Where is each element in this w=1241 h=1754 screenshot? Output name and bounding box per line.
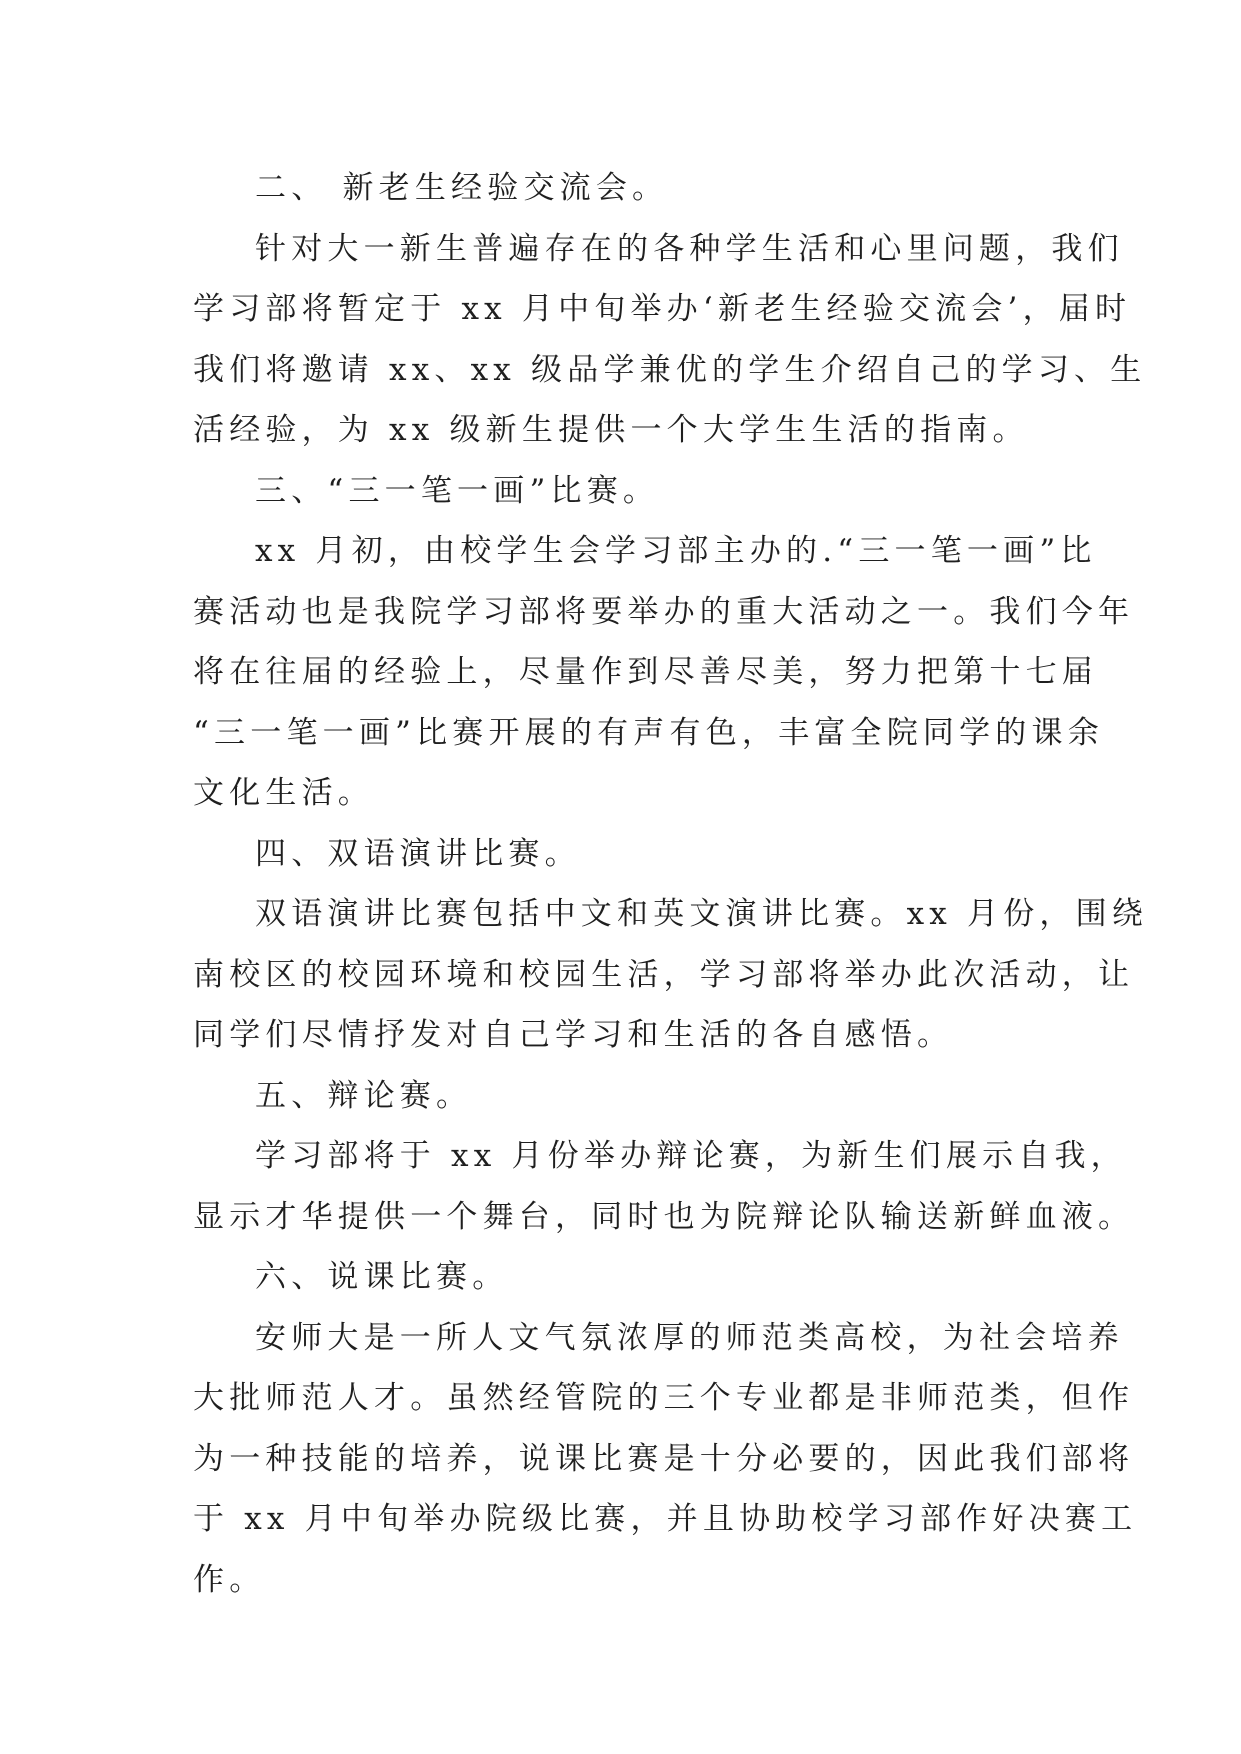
paragraph-line: 安师大是一所人文气氛浓厚的师范类高校，为社会培养 xyxy=(255,1319,1124,1356)
heading-section-5: 五、辩论赛。 xyxy=(255,1077,473,1114)
paragraph-line: 文化生活。 xyxy=(193,775,374,811)
paragraph-line: 赛活动也是我院学习部将要举办的重大活动之一。我们今年 xyxy=(193,593,1135,630)
paragraph-line: 显示才华提供一个舞台，同时也为院辩论队输送新鲜血液。 xyxy=(193,1198,1135,1235)
paragraph-line: 为一种技能的培养，说课比赛是十分必要的，因此我们部将 xyxy=(193,1440,1135,1477)
heading-section-2: 二、 新老生经验交流会。 xyxy=(255,170,669,206)
paragraph-line: 南校区的校园环境和校园生活，学习部将举办此次活动，让 xyxy=(193,956,1135,993)
paragraph-line: 同学们尽情抒发对自己学习和生活的各自感悟。 xyxy=(193,1017,954,1053)
heading-section-3: 三、“三一笔一画”比赛。 xyxy=(255,472,660,509)
paragraph-line: 针对大一新生普遍存在的各种学生活和心里问题，我们 xyxy=(255,230,1124,267)
paragraph-line: 双语演讲比赛包括中文和英文演讲比赛。xx 月份，围绕 xyxy=(255,896,1149,932)
document-body xyxy=(193,158,1149,1610)
paragraph-line: 大批师范人才。虽然经管院的三个专业都是非师范类，但作 xyxy=(193,1380,1135,1416)
paragraph-line: 于 xx 月中旬举办院级比赛，并且协助校学习部作好决赛工 xyxy=(193,1501,1138,1537)
paragraph-line: xx 月初，由校学生会学习部主办的.“三一笔一画”比 xyxy=(255,533,1097,569)
paragraph-line: 活经验，为 xx 级新生提供一个大学生生活的指南。 xyxy=(193,412,1029,448)
paragraph-line: 学习部将暂定于 xx 月中旬举办‘新老生经验交流会’，届时 xyxy=(193,291,1132,327)
paragraph-line: 我们将邀请 xx、xx 级品学兼优的学生介绍自己的学习、生 xyxy=(193,351,1147,388)
paragraph-line: 学习部将于 xx 月份举办辩论赛，为新生们展示自我， xyxy=(255,1138,1127,1174)
heading-section-6: 六、说课比赛。 xyxy=(255,1259,509,1295)
paragraph-line: “三一笔一画”比赛开展的有声有色，丰富全院同学的课余 xyxy=(193,714,1104,751)
heading-section-4: 四、双语演讲比赛。 xyxy=(255,835,581,872)
paragraph-line: 将在往届的经验上，尽量作到尽善尽美，努力把第十七届 xyxy=(193,654,1098,690)
paragraph-line: 作。 xyxy=(193,1561,266,1598)
